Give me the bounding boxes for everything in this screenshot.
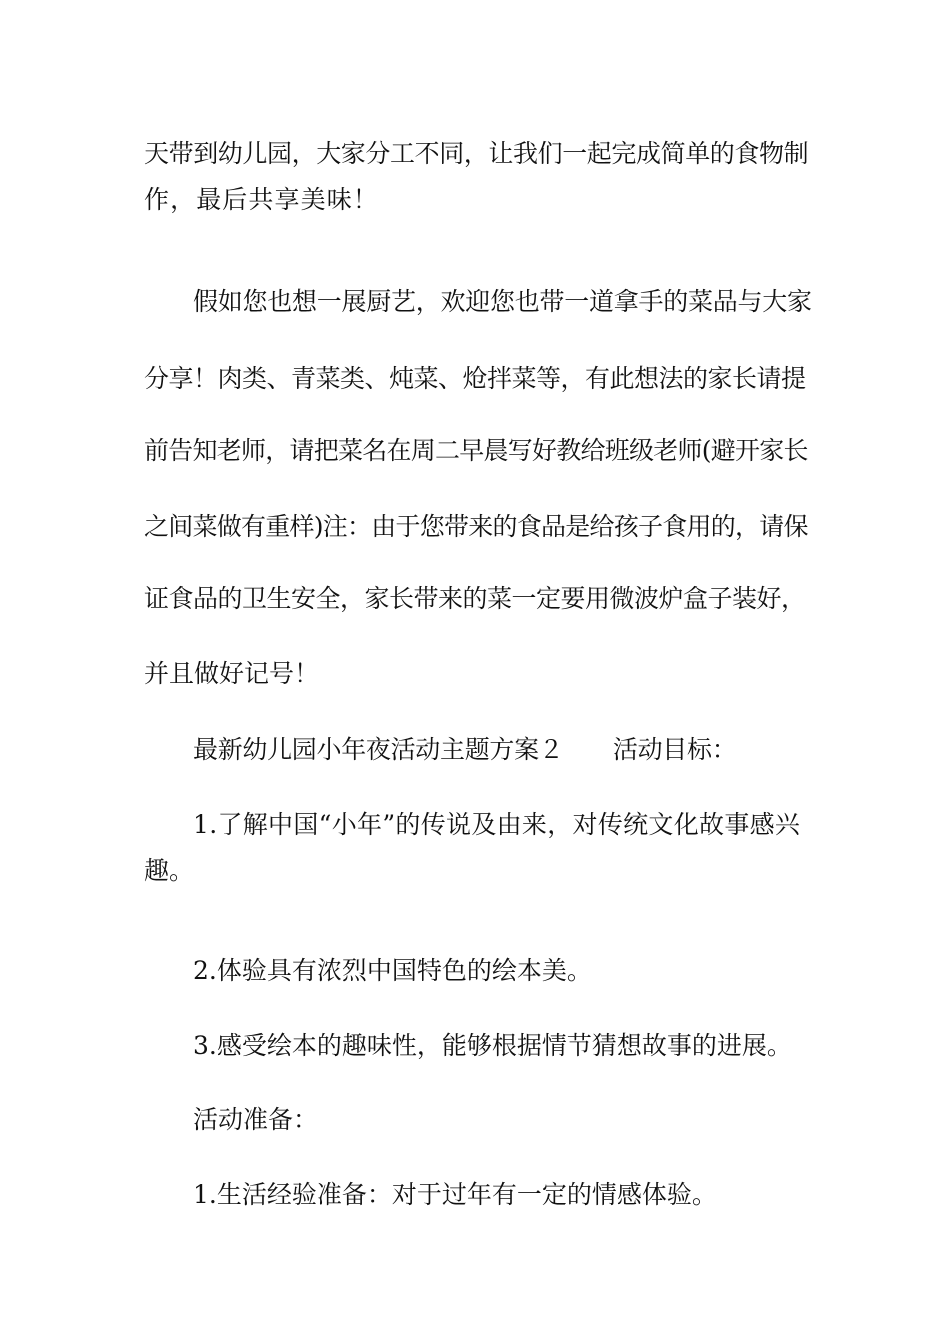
text-line: 最新幼儿园小年夜活动主题方案２ 活动目标： <box>193 735 737 764</box>
text-line: 1.生活经验准备：对于过年有一定的情感体验。 <box>193 1180 717 1209</box>
text-line: 证食品的卫生安全，家长带来的菜一定要用微波炉盒子装好， <box>144 584 806 613</box>
text-line: 并且做好记号！ <box>144 659 320 688</box>
text-line: 1.了解中国“小年”的传说及由来，对传统文化故事感兴 <box>193 810 801 839</box>
text-line: 活动准备： <box>193 1105 319 1134</box>
text-line: 天带到幼儿园，大家分工不同，让我们一起完成简单的食物制 <box>144 139 809 168</box>
text-line: 3.感受绘本的趣味性，能够根据情节猜想故事的进展。 <box>193 1031 792 1060</box>
text-line: 之间菜做有重样)注：由于您带来的食品是给孩子食用的，请保 <box>144 512 808 541</box>
text-line: 作，最后共享美味！ <box>144 185 379 214</box>
text-line: 假如您也想一展厨艺，欢迎您也带一道拿手的菜品与大家 <box>193 287 812 316</box>
text-line: 趣。 <box>144 856 195 885</box>
text-line: 前告知老师，请把菜名在周二早晨写好教给班级老师(避开家长 <box>144 436 808 465</box>
text-line: 2.体验具有浓烈中国特色的绘本美。 <box>193 956 592 985</box>
text-line: 分享！肉类、青菜类、炖菜、炝拌菜等，有此想法的家长请提 <box>144 364 806 393</box>
